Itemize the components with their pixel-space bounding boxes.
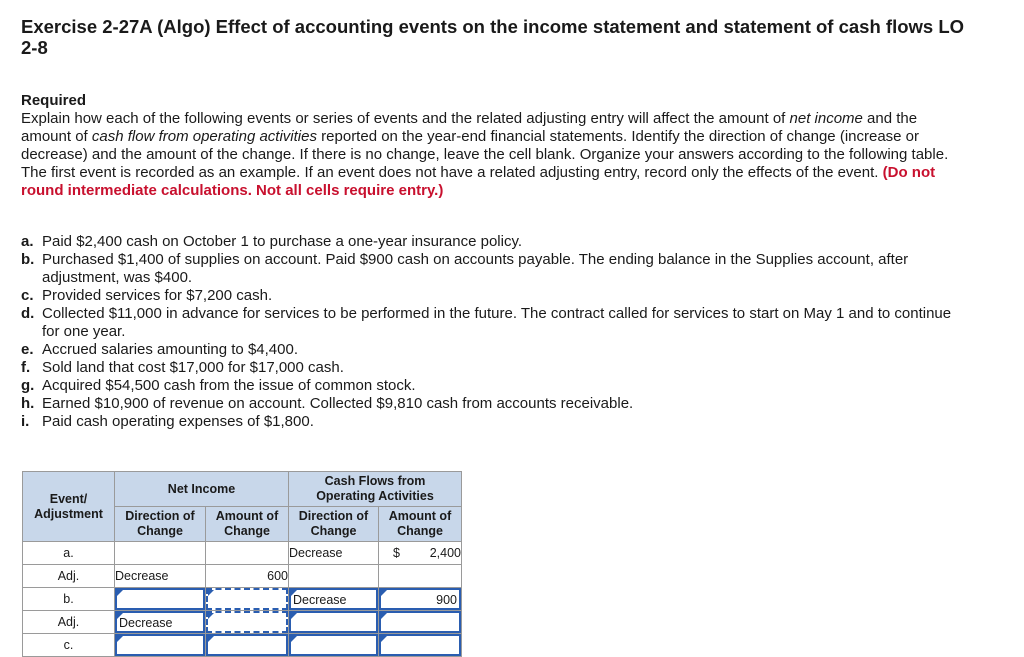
event-letter: h.	[21, 395, 35, 412]
cf-direction-input[interactable]	[289, 634, 378, 656]
event-item-h	[21, 395, 971, 413]
event-text: Sold land that cost $17,000 for $17,000 cash.	[42, 359, 344, 376]
ni-amount-cell: 600	[206, 565, 289, 588]
cf-amount-input[interactable]	[379, 611, 461, 633]
ni-amount-cell	[206, 542, 289, 565]
ni-amount-cell-wrap	[206, 588, 289, 611]
ni-direction-input[interactable]: Decrease	[115, 611, 205, 633]
event-item-a	[21, 233, 971, 251]
cf-direction-cell	[289, 565, 379, 588]
table-row	[23, 611, 462, 634]
cash-flows-header: Cash Flows from Operating Activities	[289, 472, 462, 507]
event-text: Paid $2,400 cash on October 1 to purchase a one-year insurance policy.	[42, 233, 523, 250]
ni-amount-input[interactable]	[206, 588, 288, 610]
event-item-i	[21, 413, 971, 431]
ni-amount-header: Amount of Change	[206, 507, 289, 542]
table-row	[23, 542, 462, 565]
dollar-sign: $	[393, 546, 400, 560]
cf-amount-cell-wrap	[379, 634, 462, 657]
table-row	[23, 634, 462, 657]
ni-direction-cell	[115, 542, 206, 565]
row-label: Adj.	[23, 565, 115, 588]
event-letter: b.	[21, 251, 35, 268]
event-text: Provided services for $7,200 cash.	[42, 287, 273, 304]
event-item-e	[21, 341, 971, 359]
events-list	[21, 233, 971, 431]
cf-direction-cell-wrap	[289, 634, 379, 657]
ni-direction-cell-wrap	[115, 611, 206, 634]
cf-amount-cell	[379, 542, 462, 565]
instructions-part-3: reported on the year-end financial statements. Identify the direction of change (increase or decrease) and the amount of the change. If there is no change, leave the cell blank. Organize your answers according to the following table. The first event is recorded as an example. If an event does not have a related adjusting entry, record only the effects of the event.	[21, 128, 949, 181]
cf-direction-input[interactable]	[289, 611, 378, 633]
instructions-part-1: Explain how each of the following events or series of events and the related adjusting entry will affect the amount of	[21, 110, 790, 127]
cf-amount-input[interactable]: 900	[379, 588, 461, 610]
cf-direction-cell-wrap	[289, 611, 379, 634]
cf-direction-input[interactable]: Decrease	[289, 588, 378, 610]
ni-direction-cell-wrap	[115, 588, 206, 611]
required-heading: Required	[21, 92, 87, 109]
rounding-note: (Do not round intermediate calculations. Not all cells require entry.)	[21, 164, 936, 199]
answer-table	[22, 471, 462, 657]
ni-direction-input[interactable]	[115, 634, 205, 656]
net-income-header: Net Income	[115, 472, 289, 507]
table-row	[23, 588, 462, 611]
cf-amount-cell-wrap	[379, 611, 462, 634]
row-label: c.	[23, 634, 115, 657]
event-item-d	[21, 305, 971, 341]
instructions	[21, 110, 951, 200]
ni-direction-header: Direction of Change	[115, 507, 206, 542]
cf-direction-header: Direction of Change	[289, 507, 379, 542]
cf-amount-cell	[379, 565, 462, 588]
event-adjustment-header: Event/ Adjustment	[23, 472, 115, 542]
row-label: a.	[23, 542, 115, 565]
page-title: Exercise 2-27A (Algo) Effect of accounting events on the income statement and statement of cash flows LO 2-8	[21, 16, 965, 58]
event-item-g	[21, 377, 971, 395]
event-item-c	[21, 287, 971, 305]
event-item-f	[21, 359, 971, 377]
ni-direction-cell: Decrease	[115, 565, 206, 588]
ni-amount-input[interactable]	[206, 611, 288, 633]
cf-amount-header: Amount of Change	[379, 507, 462, 542]
event-text: Purchased $1,400 of supplies on account. Paid $900 cash on accounts payable. The ending balance in the Supplies account, after adjustment, was $400.	[42, 251, 909, 286]
cf-amount-input[interactable]	[379, 634, 461, 656]
event-text: Collected $11,000 in advance for services to be performed in the future. The contract called for services to start on May 1 and to continue for one year.	[42, 305, 952, 340]
row-label: Adj.	[23, 611, 115, 634]
ni-amount-cell-wrap	[206, 634, 289, 657]
event-letter: c.	[21, 287, 34, 304]
cf-direction-cell-wrap	[289, 588, 379, 611]
event-letter: a.	[21, 233, 34, 250]
ni-amount-input[interactable]	[206, 634, 288, 656]
event-text: Paid cash operating expenses of $1,800.	[42, 413, 314, 430]
ni-direction-input[interactable]	[115, 588, 205, 610]
event-letter: i.	[21, 413, 30, 430]
cf-amount-cell-wrap	[379, 588, 462, 611]
event-letter: f.	[21, 359, 31, 376]
row-label: b.	[23, 588, 115, 611]
cf-amount-value: 2,400	[429, 545, 461, 560]
event-letter: g.	[21, 377, 35, 394]
ni-direction-cell-wrap	[115, 634, 206, 657]
instructions-part-2: and the amount of	[21, 110, 918, 145]
event-text: Acquired $54,500 cash from the issue of common stock.	[42, 377, 416, 394]
event-text: Earned $10,900 of revenue on account. Collected $9,810 cash from accounts receivable.	[42, 395, 634, 412]
event-letter: d.	[21, 305, 35, 322]
event-text: Accrued salaries amounting to $4,400.	[42, 341, 298, 358]
instructions-cash-flow: cash flow from operating activities	[91, 128, 317, 145]
ni-amount-cell-wrap	[206, 611, 289, 634]
event-item-b	[21, 251, 971, 287]
table-row	[23, 565, 462, 588]
instructions-net-income: net income	[789, 110, 863, 127]
event-letter: e.	[21, 341, 34, 358]
cf-direction-cell: Decrease	[289, 542, 379, 565]
